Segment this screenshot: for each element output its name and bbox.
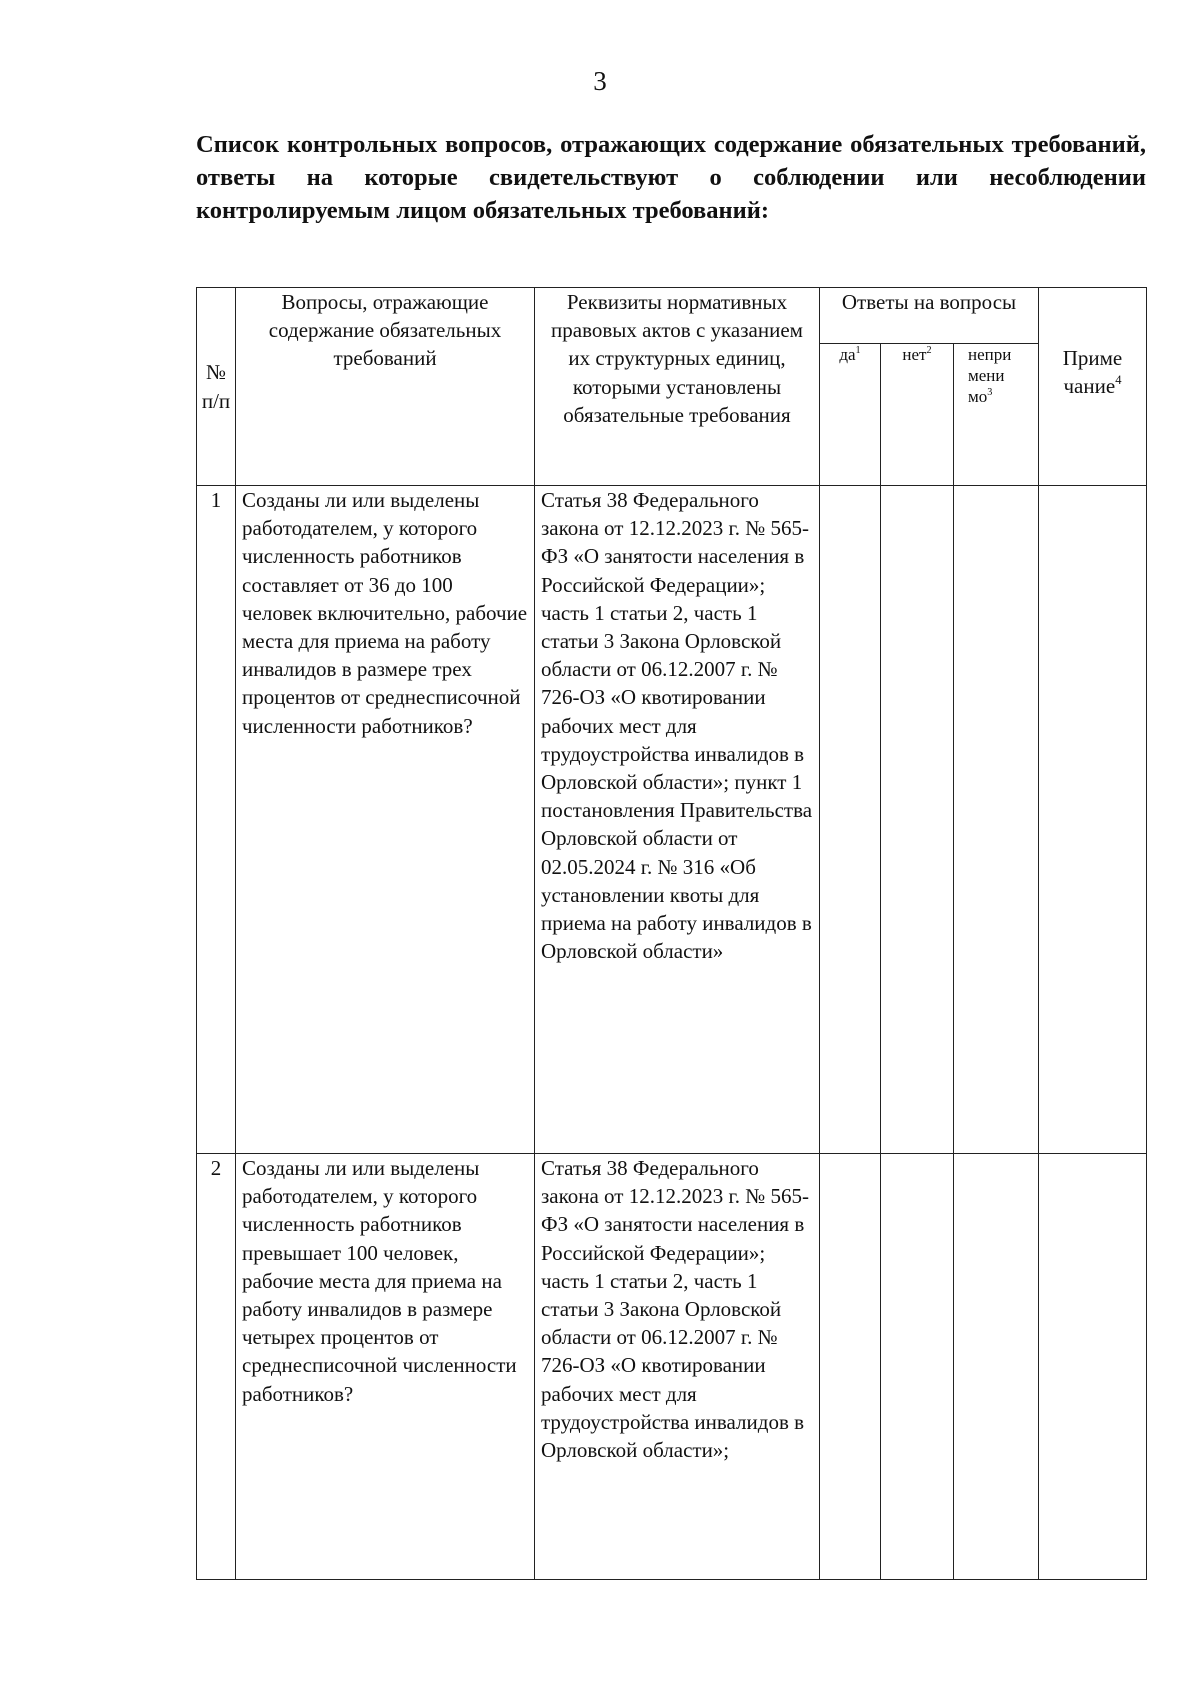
header-no: нет$^2$ <box>881 344 954 486</box>
header-number: № п/п <box>197 288 236 486</box>
row-requisites: Статья 38 Федерального закона от 12.12.2023 г. № 565-ФЗ «О занятости населения в Российской Федерации»; часть 1 статьи 2, часть 1 статьи 3 Закона Орловской области от 06.12.2007 г. № 726-ОЗ «О квотировании рабочих мест для трудоустройства инвалидов в Орловской области»; пункт 1 постановления Правительства Орловской области от 02.05.2024 г. № 316 «Об установлении квоты для приема на работу инвалидов в Орловской области» <box>535 486 820 1154</box>
header-yes: $да^1$ <box>820 344 881 486</box>
row-requisites: Статья 38 Федерального закона от 12.12.2023 г. № 565-ФЗ «О занятости населения в Российской Федерации»; часть 1 статьи 2, часть 1 статьи 3 Закона Орловской области от 06.12.2007 г. № 726-ОЗ «О квотировании рабочих мест для трудоустройства инвалидов в Орловской области»; <box>535 1154 820 1580</box>
answer-no-cell[interactable] <box>881 486 954 1154</box>
document-heading: Список контрольных вопросов, отражающих содержание обязательных требований, ответы на которые свидетельствуют о соблюдении или несоблюдении контролируемым лицом обязательных требований: <box>196 131 1146 224</box>
header-not-applicable: непри мени $мо^3$ <box>954 344 1039 486</box>
table-header-row <box>197 288 1147 344</box>
row-question: Созданы ли или выделены работодателем, у которого численность работников составляет от 36 до 100 человек включительно, рабочие места для приема на работу инвалидов в размере трех процентов от среднесписочной численности работников? <box>236 486 535 1154</box>
answer-no-cell[interactable] <box>881 1154 954 1580</box>
header-answers: Ответы на вопросы <box>820 288 1039 344</box>
checklist-table <box>196 287 1147 1580</box>
table-row <box>197 1154 1147 1580</box>
page-number: 3 <box>593 66 607 96</box>
header-note: Приме чание$^4$ <box>1039 288 1147 486</box>
note-cell[interactable] <box>1039 1154 1147 1580</box>
row-number: 2 <box>197 1154 236 1580</box>
table-row <box>197 486 1147 1154</box>
row-question: Созданы ли или выделены работодателем, у которого численность работников превышает 100 человек, рабочие места для приема на работу инвалидов в размере четырех процентов от среднесписочной численности работников? <box>236 1154 535 1580</box>
note-cell[interactable] <box>1039 486 1147 1154</box>
answer-yes-cell[interactable] <box>820 1154 881 1580</box>
header-requisites: Реквизиты нормативных правовых актов с указанием их структурных единиц, которыми установлены обязательные требования <box>535 288 820 486</box>
answer-na-cell[interactable] <box>954 486 1039 1154</box>
answer-na-cell[interactable] <box>954 1154 1039 1580</box>
header-question: Вопросы, отражающие содержание обязательных требований <box>236 288 535 486</box>
answer-yes-cell[interactable] <box>820 486 881 1154</box>
row-number: 1 <box>197 486 236 1154</box>
